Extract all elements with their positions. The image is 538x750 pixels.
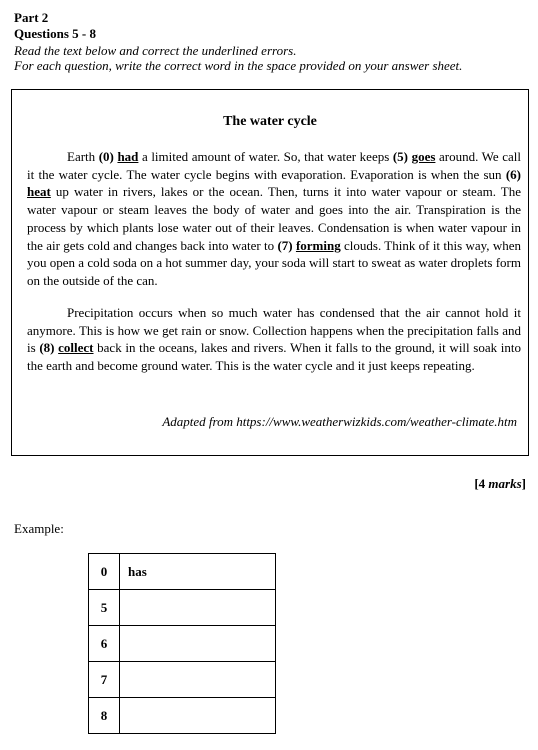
question-number: (6) xyxy=(505,166,521,182)
marks-open: [4 xyxy=(474,476,489,491)
passage-title: The water cycle xyxy=(223,114,317,129)
passage-text: up water in rivers, lakes or the ocean. Then, turns it into water vapour or steam. The water vapour or steam leaves the body of water and goes into the air. Transpiration is the process by which plants lose water out of their leaves. Condensation is when water vapour in the air gets cold and changes back into water to xyxy=(27,184,521,253)
answer-number: 7 xyxy=(89,662,120,698)
marks-indicator xyxy=(474,476,526,492)
answer-number: 5 xyxy=(89,590,120,626)
answer-cell[interactable] xyxy=(120,626,276,662)
instruction-line-2: For each question, write the correct word in the space provided on your answer sheet. xyxy=(14,58,463,73)
questions-heading: Questions 5 - 8 xyxy=(14,26,96,41)
passage-text: Precipitation occurs when so much water has condensed that the air cannot hold it anymore. This is how we get rain or snow. Collection happens when the precipitation falls and is xyxy=(27,305,521,356)
underlined-error-word: had xyxy=(117,149,139,164)
passage-text: clouds. Think of it this way, when you open a cold soda on a hot summer day, your soda will start to sweat as water droplets form on the outside of the can. xyxy=(27,237,521,288)
answer-row xyxy=(89,554,276,590)
answer-cell[interactable] xyxy=(120,698,276,734)
question-number: (7) xyxy=(277,237,296,253)
marks-close: ] xyxy=(521,476,526,491)
underlined-error-word: forming xyxy=(295,237,341,253)
answer-number: 6 xyxy=(89,626,120,662)
part-heading: Part 2 xyxy=(14,10,49,25)
passage-text: Earth xyxy=(67,149,99,164)
question-number: (8) xyxy=(39,340,59,356)
answer-cell[interactable] xyxy=(120,662,276,698)
passage-paragraph-2 xyxy=(27,304,521,375)
question-number: (5) xyxy=(392,149,412,164)
answer-number: 8 xyxy=(89,698,120,734)
example-label: Example: xyxy=(14,521,64,536)
answer-row xyxy=(89,590,276,626)
answer-row xyxy=(89,698,276,734)
answer-table xyxy=(88,553,276,734)
passage-text: around. We call it the water cycle. The water cycle begins with evaporation. Evaporation is when the sun xyxy=(27,149,521,182)
answer-row xyxy=(89,626,276,662)
passage-paragraph-1 xyxy=(27,148,521,290)
marks-word: marks xyxy=(488,476,522,491)
answer-row xyxy=(89,662,276,698)
passage-text: back in the oceans, lakes and rivers. When it falls to the ground, it will soak into the earth and become ground water. This is the water cycle and it just keeps repeating. xyxy=(27,340,521,374)
instruction-line-1: Read the text below and correct the underlined errors. xyxy=(14,43,297,58)
passage-text: a limited amount of water. So, that water keeps xyxy=(138,149,393,164)
source-citation: Adapted from https://www.weatherwizkids.com/weather-climate.htm xyxy=(162,414,517,429)
answer-cell: has xyxy=(120,554,276,590)
answer-cell[interactable] xyxy=(120,590,276,626)
question-number: (0) xyxy=(98,149,118,164)
underlined-error-word: goes xyxy=(411,149,436,164)
answer-number: 0 xyxy=(89,554,120,590)
passage-box xyxy=(11,89,529,456)
underlined-error-word: heat xyxy=(27,184,51,200)
underlined-error-word: collect xyxy=(58,340,94,356)
